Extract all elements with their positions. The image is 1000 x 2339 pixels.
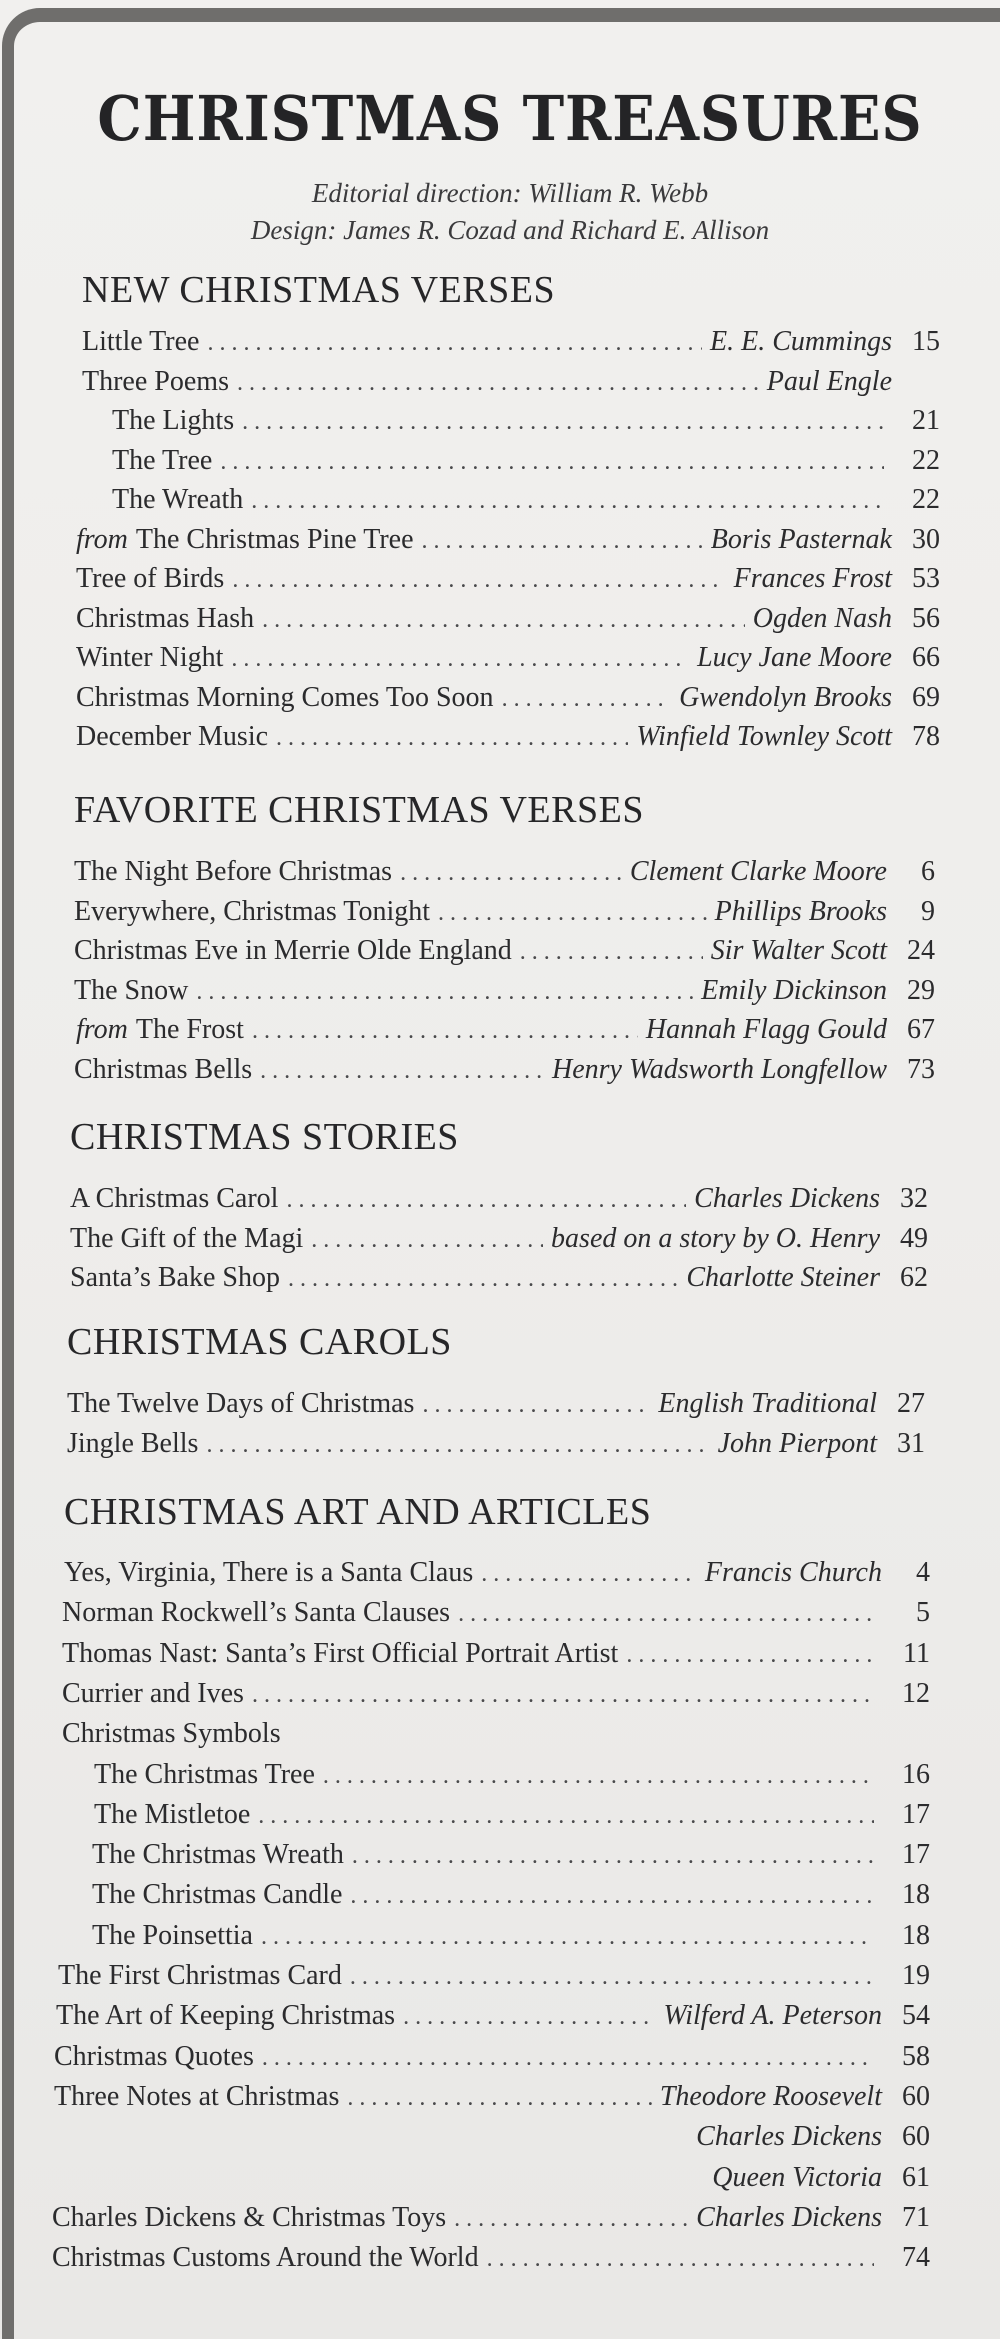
entry-title: A Christmas Carol (70, 1183, 279, 1214)
entry-author: Ogden Nash (752, 602, 892, 634)
dot-leader (502, 679, 672, 719)
entry-title: The Lights (112, 405, 235, 436)
toc-entry (62, 1674, 930, 1714)
dot-leader (288, 1259, 678, 1299)
entry-title: The Twelve Days of Christmas (67, 1388, 415, 1419)
entry-page-number: 30 (912, 523, 940, 555)
entry-title: Christmas Morning Comes Too Soon (76, 681, 494, 713)
toc-entry (67, 1384, 925, 1424)
section-heading: CHRISTMAS CAROLS (67, 1321, 452, 1363)
entry-page-number: 19 (902, 1960, 930, 1991)
entry-author: Wilferd A. Peterson (663, 2000, 882, 2032)
entry-author: Paul Engle (766, 365, 892, 397)
entry-page-number: 12 (902, 1677, 930, 1709)
toc-entry (74, 931, 935, 971)
toc-entry (52, 2238, 930, 2278)
entry-author: Gwendolyn Brooks (679, 681, 892, 713)
dot-leader (207, 323, 702, 363)
entry-author: Charles Dickens (696, 2201, 882, 2233)
entry-page-number: 69 (912, 681, 940, 713)
dot-leader (260, 1051, 544, 1091)
entry-title: The Christmas Candle (92, 1879, 343, 1911)
entry-title: The Snow (74, 974, 189, 1006)
section-heading: NEW CHRISTMAS VERSES (82, 269, 556, 311)
entry-page-number: 49 (900, 1222, 928, 1254)
entry-title: Santa’s Bake Shop (70, 1262, 280, 1293)
dot-leader (286, 1180, 686, 1220)
dot-leader (347, 2078, 651, 2118)
dot-leader (403, 1997, 655, 2037)
toc-entry (74, 1050, 935, 1090)
toc-entry (74, 971, 935, 1011)
toc-entry (82, 362, 940, 402)
entry-page-number: 6 (921, 856, 935, 887)
toc-entry (62, 1714, 930, 1754)
toc-entry (54, 2158, 930, 2198)
dot-leader (252, 1675, 874, 1715)
entry-author: Charles Dickens (694, 1183, 880, 1214)
dot-leader (252, 1011, 638, 1051)
entry-author: Charlotte Steiner (686, 1262, 880, 1293)
dot-leader (626, 1635, 874, 1675)
dot-leader (258, 1796, 874, 1836)
entry-page-number: 22 (912, 484, 940, 515)
entry-author: E. E. Cummings (710, 326, 892, 357)
entry-page-number: 16 (902, 1758, 930, 1790)
entry-title: Winter Night (76, 642, 224, 673)
entry-page-number: 15 (912, 326, 940, 357)
entry-title: The Gift of the Magi (70, 1222, 304, 1254)
page-title: CHRISTMAS TREASURES (97, 82, 923, 155)
toc-entry (76, 520, 940, 560)
entry-page-number: 17 (902, 1839, 930, 1871)
entry-title: The Christmas Wreath (92, 1839, 344, 1871)
dot-leader (481, 1554, 697, 1594)
entry-title: The Art of Keeping Christmas (56, 2000, 396, 2032)
entry-page-number: 5 (916, 1597, 930, 1629)
dot-leader (350, 1957, 874, 1997)
entry-title: The Frost (135, 1014, 244, 1045)
entry-page-number: 18 (902, 1879, 930, 1911)
toc-entry (94, 1755, 930, 1795)
entry-author: Charles Dickens (696, 2121, 882, 2153)
entry-page-number: 73 (907, 1053, 935, 1085)
entry-page-number: 21 (912, 405, 940, 436)
entry-author: Emily Dickinson (701, 974, 887, 1006)
dot-leader (232, 560, 725, 600)
toc-entry (54, 2117, 930, 2157)
dot-leader (400, 853, 622, 893)
entry-title: The Wreath (112, 484, 244, 515)
entry-title: Christmas Symbols (62, 1718, 281, 1750)
toc-entry (74, 892, 935, 932)
entry-page-number: 60 (902, 2080, 930, 2112)
dot-leader (261, 1917, 874, 1957)
toc-entry (62, 1634, 930, 1674)
toc-entry (70, 1219, 928, 1259)
entry-title: Everywhere, Christmas Tonight (74, 895, 431, 927)
dot-leader (323, 1756, 874, 1796)
entry-author: John Pierpont (717, 1428, 877, 1459)
entry-title: Thomas Nast: Santa’s First Official Portrait Artist (62, 1637, 619, 1669)
entry-title: Jingle Bells (67, 1428, 199, 1459)
entry-page-number: 56 (912, 602, 940, 634)
entry-title: Norman Rockwell’s Santa Clauses (62, 1597, 451, 1629)
entry-prefix: from (76, 1014, 128, 1045)
toc-entry (76, 559, 940, 599)
toc-entry (112, 441, 940, 481)
toc-entry (62, 1593, 930, 1633)
dot-leader (422, 521, 703, 561)
dot-leader (458, 1594, 874, 1634)
entry-page-number: 31 (897, 1428, 925, 1459)
entry-page-number: 9 (921, 895, 935, 927)
entry-title: Currier and Ives (62, 1677, 244, 1709)
entry-title: The First Christmas Card (58, 1960, 342, 1991)
entry-title: Little Tree (82, 326, 200, 357)
entry-title: The Christmas Tree (94, 1758, 315, 1790)
design-credit: Design: James R. Cozad and Richard E. Allison (250, 215, 770, 245)
toc-entry (92, 1835, 930, 1875)
entry-title: Tree of Birds (76, 563, 225, 594)
dot-leader (350, 1876, 874, 1916)
toc-entry (64, 1553, 930, 1593)
entry-author: Francis Church (704, 1557, 882, 1588)
dot-leader (237, 363, 759, 403)
entry-title: Three Poems (82, 365, 229, 397)
toc-entry (74, 852, 935, 892)
entry-page-number: 58 (902, 2040, 930, 2072)
entry-title: The Tree (112, 444, 213, 476)
entry-page-number: 78 (912, 721, 940, 752)
entry-page-number: 54 (902, 2000, 930, 2032)
toc-entry (76, 638, 940, 678)
entry-page-number: 32 (900, 1183, 928, 1214)
dot-leader (352, 1836, 874, 1876)
entry-page-number: 66 (912, 642, 940, 673)
dot-leader (196, 972, 693, 1012)
dot-leader (251, 481, 884, 521)
entry-page-number: 22 (912, 444, 940, 476)
entry-author: Hannah Flagg Gould (645, 1014, 887, 1045)
dot-leader (520, 932, 703, 972)
toc-entry (70, 1179, 928, 1219)
dot-leader (231, 639, 689, 679)
entry-author: Sir Walter Scott (710, 935, 887, 966)
entry-page-number: 11 (903, 1637, 930, 1669)
entry-author: Winfield Townley Scott (636, 721, 892, 752)
dot-leader (454, 2199, 688, 2239)
toc-entry (54, 2037, 930, 2077)
toc-entry (67, 1424, 925, 1464)
section-heading: CHRISTMAS ART AND ARTICLES (64, 1491, 652, 1533)
dot-leader (422, 1385, 650, 1425)
entry-author: Phillips Brooks (714, 895, 887, 927)
entry-page-number: 18 (902, 1919, 930, 1951)
toc-entry (76, 1010, 935, 1050)
dot-leader (438, 893, 707, 933)
entry-page-number: 27 (897, 1388, 925, 1419)
entry-author: Lucy Jane Moore (697, 642, 892, 673)
toc-entry (76, 599, 940, 639)
entry-page-number: 74 (902, 2242, 930, 2274)
entry-page-number: 67 (907, 1014, 935, 1045)
toc-entry (52, 2198, 930, 2238)
entry-author: Theodore Roosevelt (659, 2080, 882, 2112)
toc-entry (112, 480, 940, 520)
toc-entry (92, 1875, 930, 1915)
entry-page-number: 4 (916, 1557, 930, 1588)
entry-page-number: 17 (902, 1798, 930, 1830)
entry-page-number: 71 (902, 2201, 930, 2233)
entry-title: Christmas Hash (76, 602, 255, 634)
entry-page-number: 62 (900, 1262, 928, 1293)
entry-author: Frances Frost (733, 563, 892, 594)
toc-entry (112, 401, 940, 441)
toc-entry (76, 717, 940, 757)
dot-leader (220, 442, 884, 482)
entry-author: Boris Pasternak (710, 523, 892, 555)
entry-title: The Night Before Christmas (74, 856, 393, 887)
entry-title: Yes, Virginia, There is a Santa Claus (64, 1557, 474, 1588)
dot-leader (276, 718, 628, 758)
entry-title: The Poinsettia (92, 1919, 253, 1951)
entry-title: December Music (76, 721, 269, 752)
toc-entry (76, 678, 940, 718)
entry-title: Christmas Customs Around the World (52, 2242, 479, 2274)
entry-prefix: from (76, 523, 128, 555)
toc-entry (54, 2077, 930, 2117)
section-heading: CHRISTMAS STORIES (70, 1116, 459, 1158)
entry-title: Christmas Eve in Merrie Olde England (74, 935, 512, 966)
entry-author: Queen Victoria (712, 2161, 882, 2193)
toc-entry (82, 322, 940, 362)
entry-title: Christmas Bells (74, 1053, 253, 1085)
dot-leader (262, 600, 745, 640)
entry-page-number: 60 (902, 2121, 930, 2153)
dot-leader (487, 2239, 874, 2279)
toc-entry (70, 1258, 928, 1298)
toc-entry (92, 1916, 930, 1956)
dot-leader (206, 1425, 709, 1465)
entry-page-number: 53 (912, 563, 940, 594)
entry-author: Henry Wadsworth Longfellow (552, 1053, 887, 1085)
entry-title: The Christmas Pine Tree (135, 523, 414, 555)
entry-page-number: 61 (902, 2161, 930, 2193)
entry-author: English Traditional (658, 1388, 877, 1419)
entry-title: Charles Dickens & Christmas Toys (52, 2201, 447, 2233)
toc-entry (58, 1956, 930, 1996)
toc-entry (56, 1996, 930, 2036)
entry-title: Three Notes at Christmas (54, 2080, 340, 2112)
entry-title: Christmas Quotes (54, 2040, 254, 2072)
entry-page-number: 24 (907, 935, 935, 966)
section-heading: FAVORITE CHRISTMAS VERSES (74, 789, 644, 831)
toc-entry (94, 1795, 930, 1835)
dot-leader (242, 402, 884, 442)
entry-author: based on a story by O. Henry (551, 1222, 880, 1254)
dot-leader (262, 2038, 874, 2078)
dot-leader (311, 1220, 543, 1260)
entry-author: Clement Clarke Moore (629, 856, 887, 887)
entry-title: The Mistletoe (94, 1798, 251, 1830)
entry-page-number: 29 (907, 974, 935, 1006)
editorial-credit: Editorial direction: William R. Webb (311, 178, 709, 208)
